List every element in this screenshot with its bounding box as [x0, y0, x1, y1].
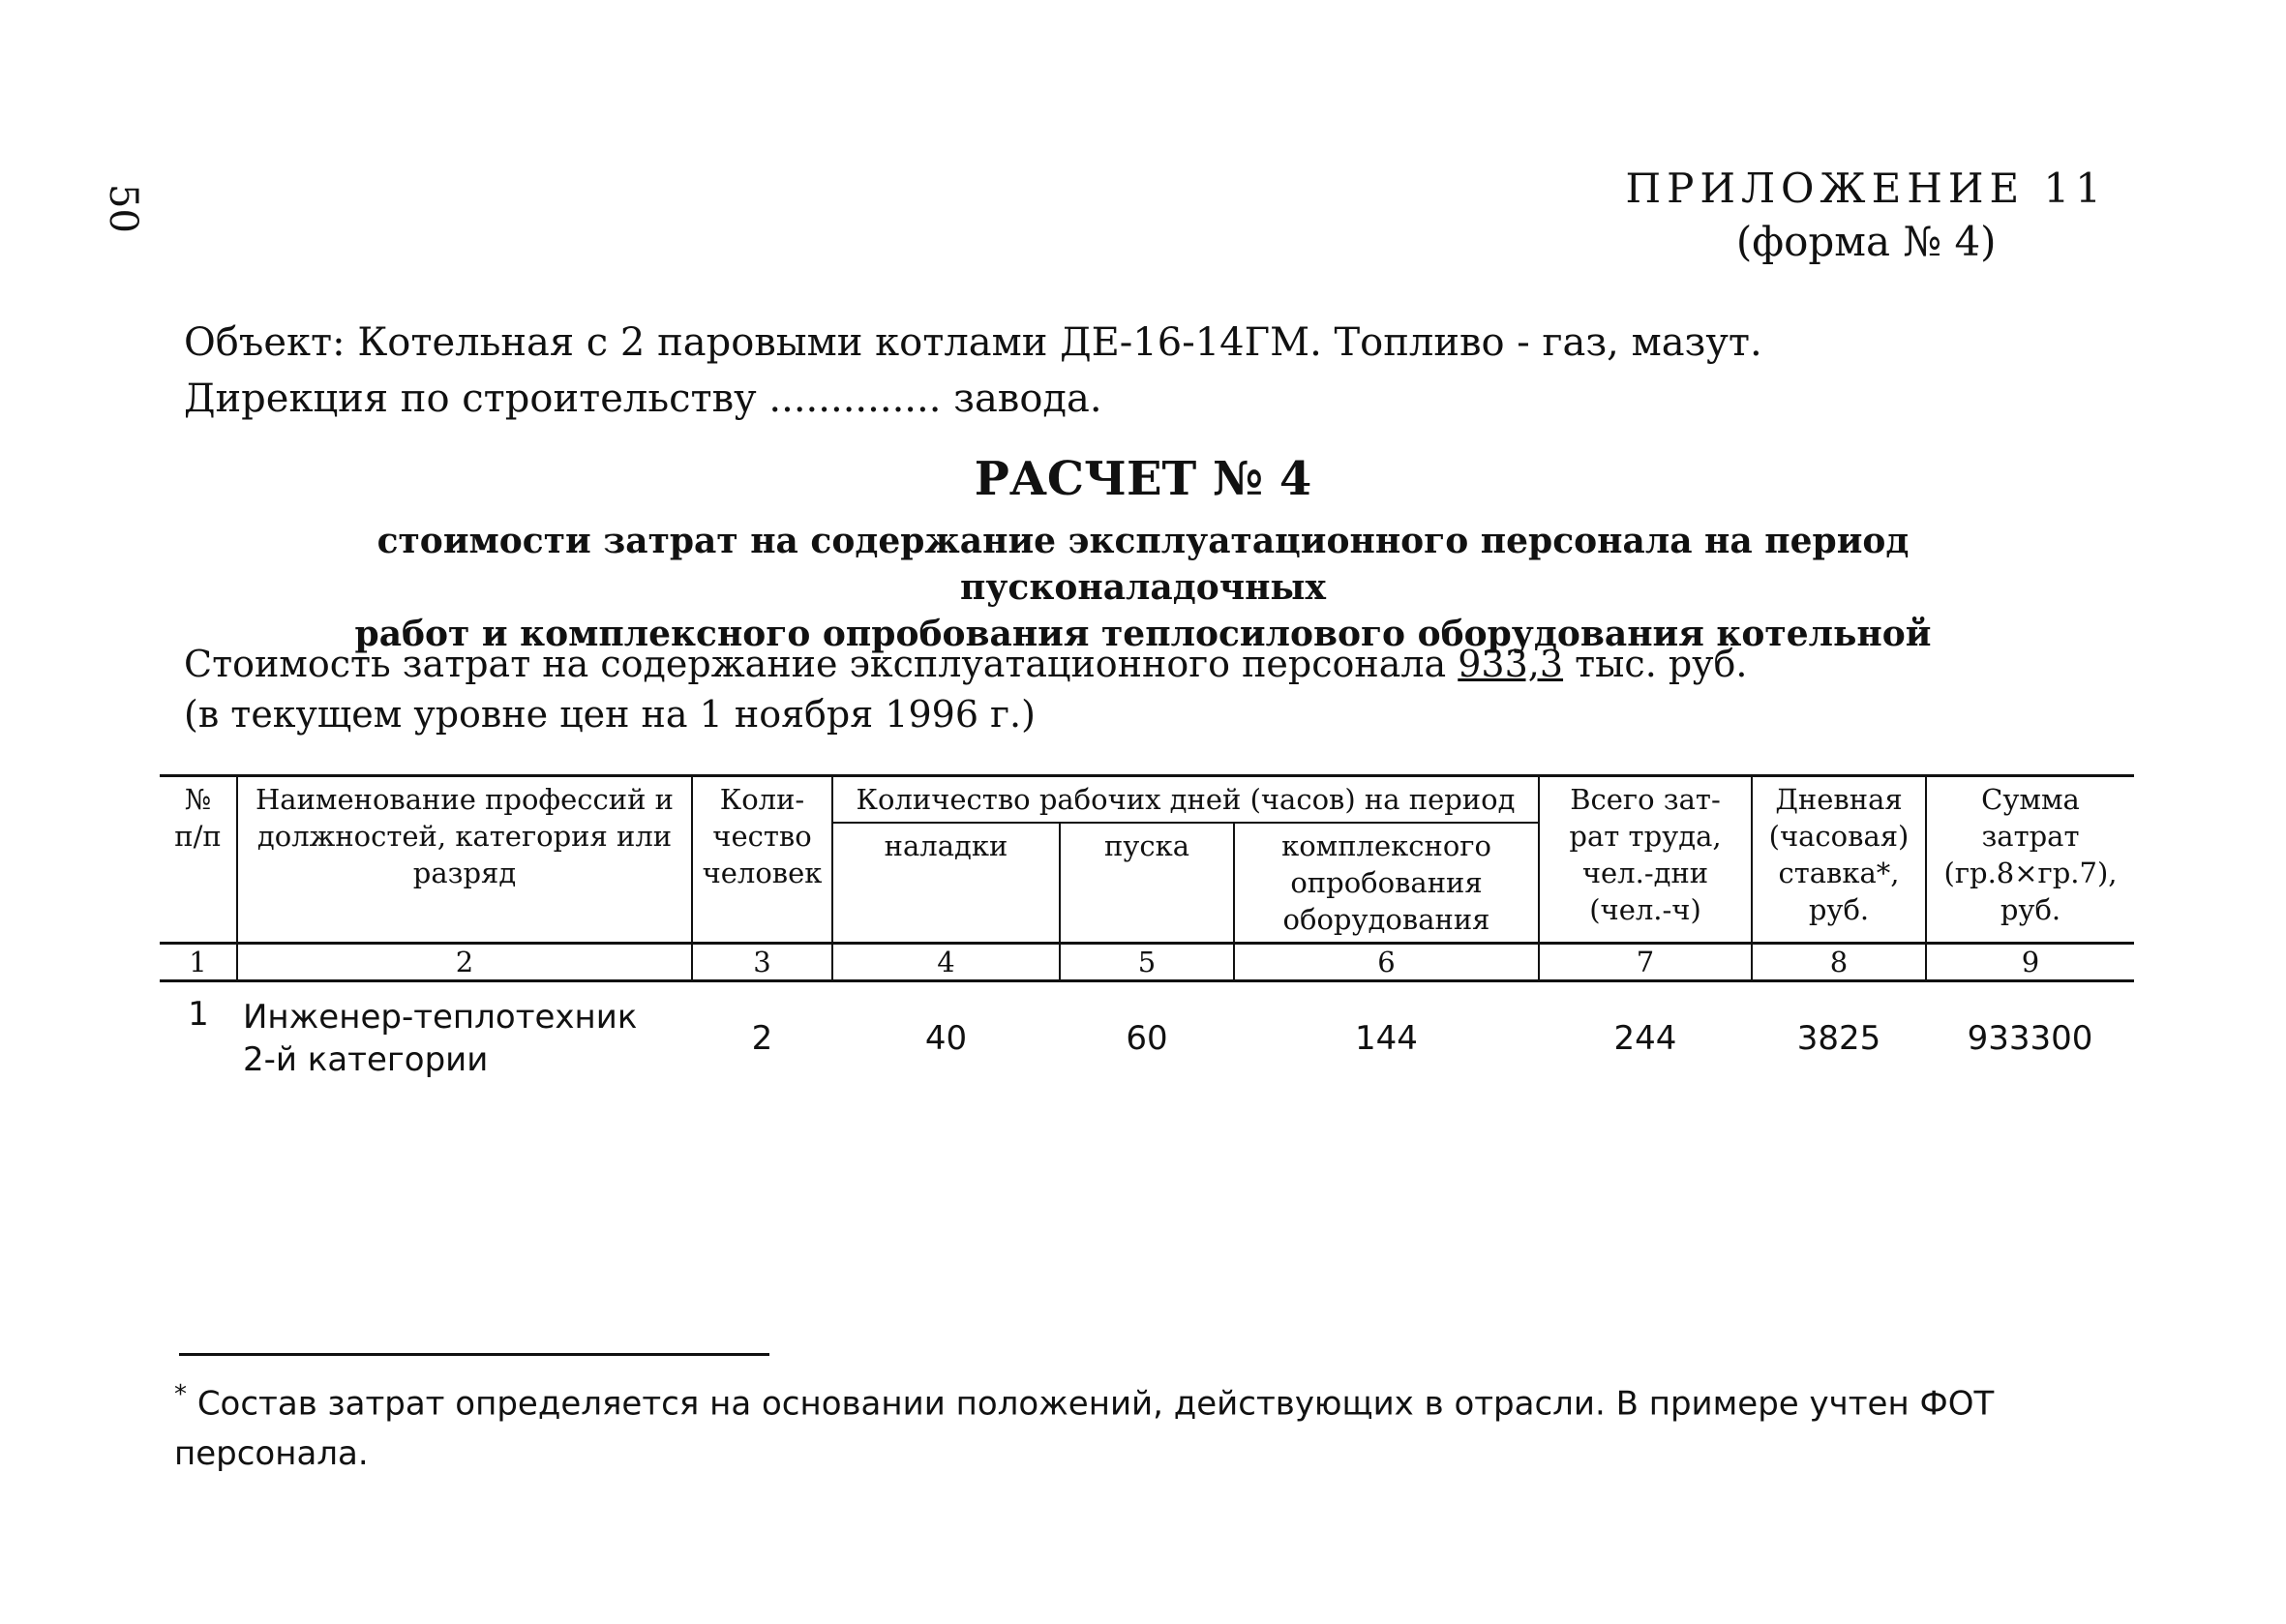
table-row: [160, 981, 2134, 1086]
header-num-line-1: №: [184, 783, 212, 816]
form-label: (форма № 4): [1735, 218, 1997, 265]
object-line: Объект: Котельная с 2 паровыми котлами ДЕ-16-14ГМ. Топливо - газ, мазут.: [184, 320, 1762, 365]
row-total: 244: [1613, 1019, 1677, 1058]
header-start: пуска: [1060, 823, 1234, 944]
column-number: 9: [1926, 944, 2134, 981]
row-testing: 144: [1355, 1019, 1418, 1058]
column-number: 5: [1060, 944, 1234, 981]
object-info: [184, 315, 1762, 427]
row-start: 60: [1126, 1019, 1168, 1058]
header-total-labor: Всего зат- рат труда, чел.-дни (чел.-ч): [1539, 776, 1752, 944]
subtitle-line-2: работ и комплексного опробования теплосилового оборудования котельной: [354, 614, 1932, 654]
header-rate: Дневная (часовая) ставка*, руб.: [1752, 776, 1926, 944]
row-name-line-1: Инженер-теплотехник: [243, 998, 638, 1037]
column-number: 3: [692, 944, 832, 981]
column-number: 1: [160, 944, 237, 981]
header-name: Наименование профессий и должностей, категория или разряд: [237, 776, 692, 944]
page-number: 50: [101, 184, 145, 233]
header-setup: наладки: [832, 823, 1060, 944]
footnote-text: Состав затрат определяется на основании положений, действующих в отрасли. В примере учтен ФОТ персонала.: [174, 1384, 1995, 1474]
row-rate: 3825: [1796, 1019, 1881, 1058]
footnote: [174, 1369, 2110, 1479]
header-sum: Сумма затрат (гр.8×гр.7), руб.: [1926, 776, 2134, 944]
cost-line: [184, 639, 1748, 689]
header-num-line-2: п/п: [174, 820, 222, 853]
row-sum: 933300: [1967, 1019, 2093, 1058]
column-number: 8: [1752, 944, 1926, 981]
column-number-row: [160, 944, 2134, 981]
column-number: 7: [1539, 944, 1752, 981]
row-setup: 40: [924, 1019, 968, 1058]
cost-prefix: Стоимость затрат на содержание эксплуатационного персонала: [184, 643, 1447, 685]
column-number: 4: [832, 944, 1060, 981]
header-row: [160, 776, 2134, 824]
footnote-mark: *: [174, 1380, 187, 1409]
cost-value: 933,3: [1458, 643, 1564, 685]
column-number: 2: [237, 944, 692, 981]
row-name-line-2: 2-й категории: [243, 1040, 489, 1079]
header-num: [160, 776, 237, 944]
header-period-group: Количество рабочих дней (часов) на период: [832, 776, 1539, 824]
footnote-divider: [179, 1353, 769, 1356]
row-name: [237, 981, 692, 1086]
header-testing: комплексного опробования оборудования: [1234, 823, 1539, 944]
appendix-label: ПРИЛОЖЕНИЕ 11: [1625, 165, 2107, 212]
calculation-table: [160, 774, 2134, 1085]
header-count: Коли- чество человек: [692, 776, 832, 944]
row-count: 2: [751, 1019, 773, 1058]
cost-summary: [184, 639, 1748, 739]
directorate-line: Дирекция по строительству .............. завода.: [184, 376, 1102, 421]
column-number: 6: [1234, 944, 1539, 981]
appendix-heading: [1625, 165, 2107, 265]
title-block: [194, 450, 2092, 657]
row-num: 1: [188, 995, 209, 1034]
cost-unit: тыс. руб.: [1575, 643, 1748, 685]
price-level-line: (в текущем уровне цен на 1 ноября 1996 г.): [184, 693, 1036, 736]
page-title: РАСЧЕТ № 4: [974, 452, 1312, 506]
subtitle-line-1: стоимости затрат на содержание эксплуатационного персонала на период пусконаладочных: [376, 521, 1910, 608]
